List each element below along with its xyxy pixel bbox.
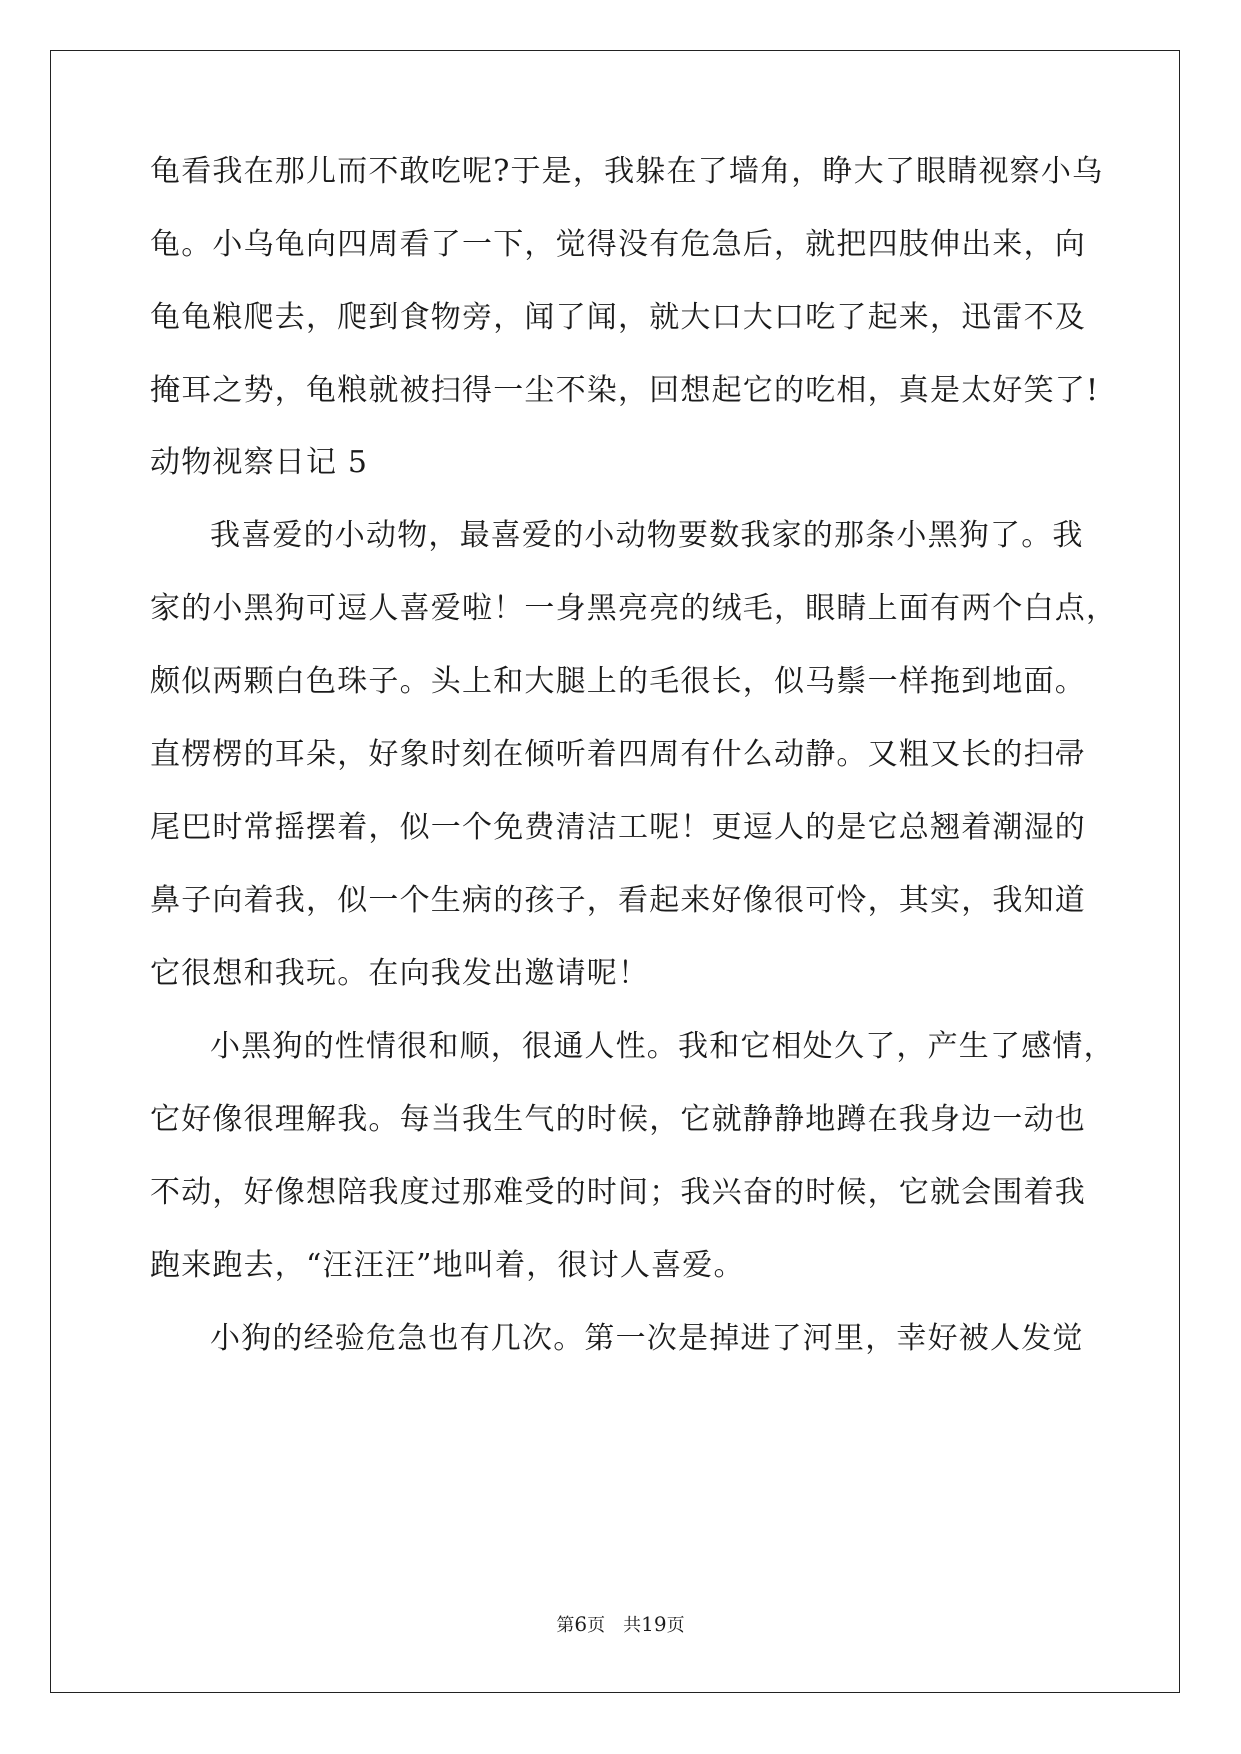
footer-suffix: 页 [666,1615,685,1636]
footer-prefix: 第 [556,1615,575,1636]
text-line: 龟龟粮爬去，爬到食物旁，闻了闻，就大口大口吃了起来，迅雷不及 [150,300,1086,335]
text-line: 它好像很理解我。每当我生气的时候，它就静静地蹲在我身边一动也 [150,1102,1086,1137]
text-line: 跑来跑去，“汪汪汪”地叫着，很讨人喜爱。 [150,1248,745,1283]
text-line: 龟。小乌龟向四周看了一下，觉得没有危急后，就把四肢伸出来，向 [150,227,1086,262]
paragraph-start: 小狗的经验危急也有几次。第一次是掉进了河里，幸好被人发觉 [210,1321,1084,1356]
text-line: 它很想和我玩。在向我发出邀请呢！ [150,956,650,991]
paragraph-start: 我喜爱的小动物，最喜爱的小动物要数我家的那条小黑狗了。我 [210,518,1084,553]
text-line: 不动，好像想陪我度过那难受的时间；我兴奋的时候，它就会围着我 [150,1175,1086,1210]
text-line: 尾巴时常摇摆着，似一个免费清洁工呢！更逗人的是它总翘着潮湿的 [150,810,1086,845]
page-border [50,50,1180,1693]
text-line: 家的小黑狗可逗人喜爱啦！一身黑亮亮的绒毛，眼睛上面有两个白点， [150,591,1118,626]
text-line: 掩耳之势，龟粮就被扫得一尘不染，回想起它的吃相，真是太好笑了! [150,373,1100,408]
text-line: 鼻子向着我，似一个生病的孩子，看起来好像很可怜，其实，我知道 [150,883,1086,918]
text-line: 龟看我在那儿而不敢吃呢?于是，我躲在了墙角，睁大了眼睛视察小乌 [150,154,1104,189]
page-total: 19 [641,1612,667,1636]
text-line: 直楞楞的耳朵，好象时刻在倾听着四周有什么动静。又粗又长的扫帚 [150,737,1086,772]
paragraph-start: 小黑狗的性情很和顺，很通人性。我和它相处久了，产生了感情， [210,1029,1115,1064]
footer-middle: 页 共 [587,1615,642,1636]
page-number: 6 [574,1612,588,1636]
page-footer [0,1612,1241,1638]
section-heading: 动物视察日记 5 [150,445,369,480]
text-line: 颇似两颗白色珠子。头上和大腿上的毛很长，似马鬃一样拖到地面。 [150,664,1086,699]
